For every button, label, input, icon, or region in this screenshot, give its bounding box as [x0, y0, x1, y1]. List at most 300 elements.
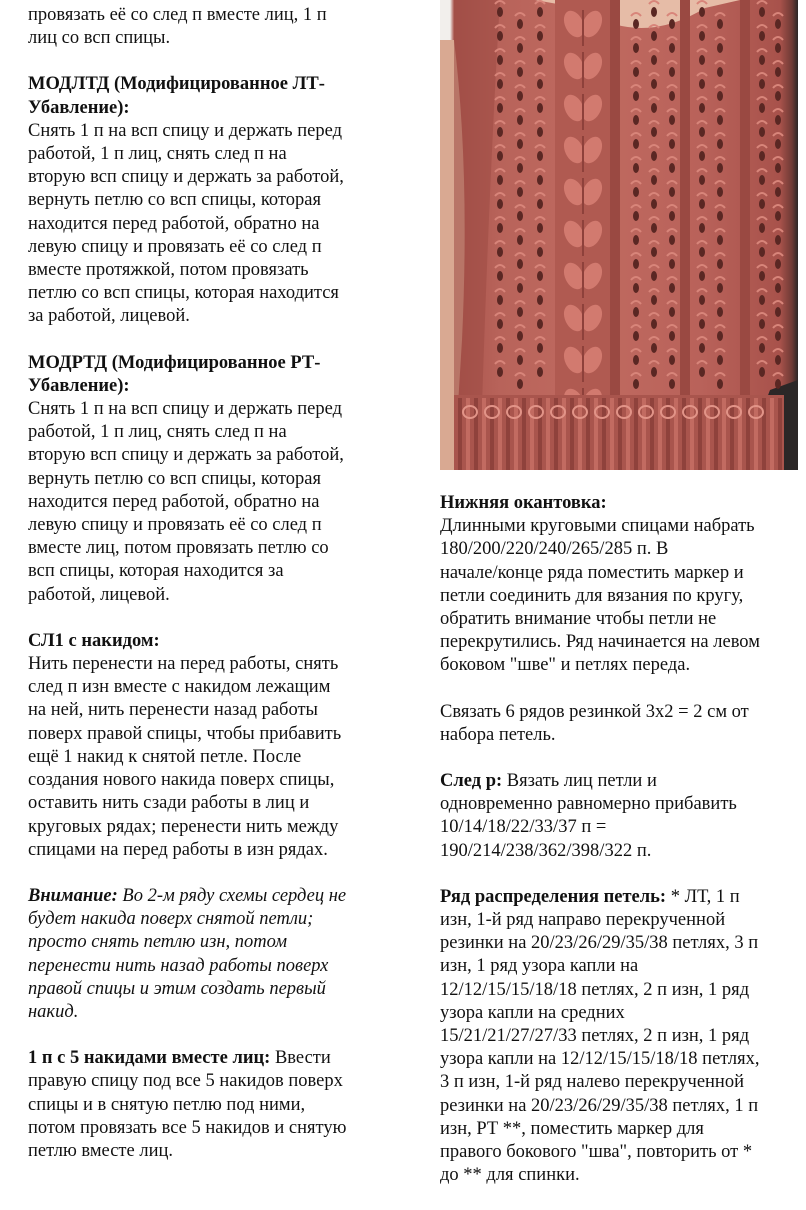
eyelet-arc: [697, 337, 707, 340]
eyelet: [775, 211, 781, 221]
eyelet: [497, 343, 503, 353]
rib-stitch: [690, 398, 694, 470]
eyelet: [775, 331, 781, 341]
eyelet-arc: [515, 157, 525, 160]
eyelet: [651, 103, 657, 113]
text-line: изн, 1 ряд узора капли на: [440, 956, 639, 977]
eyelet-arc: [649, 289, 659, 292]
eyelet: [651, 175, 657, 185]
text-line: узора капли на средних: [440, 1002, 625, 1023]
eyelet-arc: [773, 61, 783, 64]
text-line: [28, 885, 408, 908]
rib-stitch: [634, 398, 638, 470]
text-line: вернуть петлю со всп спицы, которая: [28, 190, 321, 211]
eyelet-arc: [515, 205, 525, 208]
eyelet-arc: [515, 181, 525, 184]
eyelet: [517, 19, 523, 29]
eyelet: [517, 259, 523, 269]
knit-pattern-illustration: [440, 0, 798, 470]
eyelet-arc: [757, 361, 767, 364]
eyelet: [537, 319, 543, 329]
eyelet: [775, 307, 781, 317]
eyelet: [717, 19, 723, 29]
eyelet: [775, 283, 781, 293]
eyelet-arc: [773, 13, 783, 16]
eyelet-arc: [535, 73, 545, 76]
text-line: лиц со всп спицы.: [28, 28, 171, 49]
eyelet-arc: [535, 169, 545, 172]
eyelet-arc: [649, 121, 659, 124]
eyelet: [699, 247, 705, 257]
rib-section: [440, 701, 790, 747]
eyelet: [651, 151, 657, 161]
text-line: резинки на 20/23/26/29/35/38 петлях, 1 п: [440, 1095, 759, 1116]
eyelet: [775, 43, 781, 53]
eyelet-arc: [715, 205, 725, 208]
eyelet-arc: [535, 97, 545, 100]
text-line: Снять 1 п на всп спицу и держать перед: [28, 399, 342, 420]
eyelet-arc: [697, 289, 707, 292]
eyelet-arc: [773, 229, 783, 232]
section-title: МОДЛТД (Модифицированное ЛТ-: [28, 74, 325, 95]
eyelet-arc: [495, 1, 505, 4]
eyelet-arc: [697, 145, 707, 148]
rib-stitch: [490, 398, 494, 470]
eyelet-arc: [631, 349, 641, 352]
eyelet-arc: [631, 61, 641, 64]
eyelet-arc: [495, 289, 505, 292]
eyelet-arc: [495, 241, 505, 244]
rib-stitch: [466, 398, 470, 470]
eyelet: [669, 91, 675, 101]
eyelet-arc: [495, 97, 505, 100]
rib-stitch: [754, 398, 758, 470]
text-line: набора петель.: [440, 724, 556, 745]
eyelet-arc: [515, 277, 525, 280]
text-line: 190/214/238/362/398/322 п.: [440, 840, 652, 861]
text-line: 12/12/15/15/18/18 петлях, 2 п изн, 1 ряд: [440, 979, 750, 1000]
eyelet: [717, 43, 723, 53]
eyelet: [717, 211, 723, 221]
sl1-section: [28, 630, 408, 862]
text-line: до ** для спинки.: [440, 1165, 580, 1186]
section-title: 1 п с 5 накидами вместе лиц:: [28, 1048, 271, 1069]
eyelet-arc: [757, 49, 767, 52]
eyelet: [651, 55, 657, 65]
text-line: след п изн вместе с накидом лежащим: [28, 677, 331, 698]
eyelet: [775, 163, 781, 173]
eyelet: [717, 235, 723, 245]
eyelet: [651, 79, 657, 89]
eyelet: [537, 271, 543, 281]
eyelet: [651, 367, 657, 377]
text-line: провязать её со след п вместе лиц, 1 п: [28, 5, 327, 25]
eyelet-arc: [631, 253, 641, 256]
rib-stitch: [722, 398, 726, 470]
eyelet-arc: [757, 337, 767, 340]
eyelet: [669, 187, 675, 197]
text-line: спицами на перед работы в изн рядах.: [28, 839, 328, 860]
eyelet-arc: [667, 37, 677, 40]
rib-stitch: [610, 398, 614, 470]
eyelet-arc: [757, 217, 767, 220]
eyelet-arc: [667, 181, 677, 184]
eyelet-arc: [773, 253, 783, 256]
eyelet: [497, 367, 503, 377]
eyelet-arc: [495, 217, 505, 220]
eyelet-arc: [757, 265, 767, 268]
eyelet: [497, 55, 503, 65]
eyelet: [497, 223, 503, 233]
eyelet: [717, 91, 723, 101]
eyelet: [759, 271, 765, 281]
text-line: вторую всп спицу и держать за работой,: [28, 445, 344, 466]
eyelet: [517, 235, 523, 245]
text-line: находится перед работой, обратно на: [28, 491, 320, 512]
eyelet: [699, 295, 705, 305]
eyelet: [699, 7, 705, 17]
next-row-section: [440, 770, 790, 863]
eyelet: [669, 235, 675, 245]
eyelet-arc: [773, 349, 783, 352]
text-line: за работой, лицевой.: [28, 306, 190, 327]
eyelet: [759, 79, 765, 89]
intro-text: [28, 4, 408, 50]
eyelet: [537, 127, 543, 137]
text-line: петли соединить для вязания по кругу,: [440, 585, 744, 606]
eyelet: [537, 7, 543, 17]
eyelet-arc: [649, 217, 659, 220]
eyelet: [759, 199, 765, 209]
eyelet: [537, 223, 543, 233]
eyelet-arc: [715, 85, 725, 88]
section-title: Убавление):: [28, 375, 130, 396]
text-line: узора капли на 12/12/15/15/18/18 петлях,: [440, 1049, 760, 1070]
eyelet-arc: [697, 193, 707, 196]
eyelet: [775, 139, 781, 149]
eyelet: [497, 151, 503, 161]
eyelet-arc: [649, 361, 659, 364]
eyelet: [517, 139, 523, 149]
right-column: [440, 492, 790, 1210]
eyelet-arc: [535, 49, 545, 52]
text-line: ещё 1 накид к снятой петле. После: [28, 746, 302, 767]
eyelet-arc: [715, 13, 725, 16]
eyelet: [633, 331, 639, 341]
eyelet: [497, 79, 503, 89]
eyelet-arc: [631, 205, 641, 208]
text-line: потом провязать все 5 накидов и снятую: [28, 1117, 347, 1138]
eyelet: [699, 55, 705, 65]
eyelet-arc: [757, 73, 767, 76]
eyelet: [651, 127, 657, 137]
eyelet: [775, 91, 781, 101]
eyelet-arc: [649, 145, 659, 148]
eyelet-arc: [715, 253, 725, 256]
rib-stitch: [770, 398, 774, 470]
eyelet-arc: [667, 205, 677, 208]
eyelet-arc: [757, 97, 767, 100]
text-line: изн, РТ **, поместить маркер для: [440, 1118, 704, 1139]
eyelet-arc: [495, 121, 505, 124]
text-line: находится перед работой, обратно на: [28, 213, 320, 234]
eyelet-arc: [773, 37, 783, 40]
eyelet-arc: [631, 109, 641, 112]
eyelet: [759, 55, 765, 65]
eyelet: [699, 199, 705, 209]
eyelet-arc: [715, 373, 725, 376]
eyelet: [651, 319, 657, 329]
text-line: боковом "шве" и петлях переда.: [440, 655, 691, 676]
eyelet-arc: [697, 25, 707, 28]
rib-divider: [740, 0, 750, 400]
eyelet: [497, 247, 503, 257]
eyelet: [633, 139, 639, 149]
eyelet: [759, 319, 765, 329]
eyelet-arc: [715, 181, 725, 184]
eyelet: [717, 163, 723, 173]
eyelet: [633, 235, 639, 245]
attention-text: Во 2-м ряду схемы сердец не: [117, 885, 347, 906]
eyelet: [517, 379, 523, 389]
rib-stitch: [698, 398, 702, 470]
modltd-section: [28, 73, 408, 328]
eyelet: [517, 187, 523, 197]
eyelet: [669, 331, 675, 341]
eyelet-arc: [715, 277, 725, 280]
eyelet-arc: [495, 361, 505, 364]
eyelet: [775, 19, 781, 29]
text-line: одновременно равномерно прибавить: [440, 794, 737, 815]
eyelet-arc: [649, 313, 659, 316]
eyelet: [699, 103, 705, 113]
eyelet-arc: [773, 109, 783, 112]
text-line: начале/конце ряда поместить маркер и: [440, 562, 744, 583]
eyelet-arc: [631, 229, 641, 232]
text-line: [440, 886, 790, 909]
eyelet-arc: [667, 373, 677, 376]
eyelet-arc: [697, 49, 707, 52]
text-line: перенести нить назад работы поверх: [28, 955, 329, 976]
text-line: вторую всп спицу и держать за работой,: [28, 167, 344, 188]
eyelet: [759, 7, 765, 17]
eyelet-arc: [697, 361, 707, 364]
eyelet: [517, 67, 523, 77]
section-text: * ЛТ, 1 п: [666, 886, 740, 907]
eyelet: [651, 343, 657, 353]
eyelet-arc: [667, 157, 677, 160]
text-line: на ней, нить перенести назад работы: [28, 700, 318, 721]
eyelet-arc: [773, 157, 783, 160]
eyelet-arc: [535, 193, 545, 196]
eyelet: [699, 271, 705, 281]
eyelet: [497, 127, 503, 137]
eyelet: [537, 103, 543, 113]
distribution-section: [440, 886, 790, 1188]
text-line: всп спицы, которая находится за: [28, 561, 284, 582]
eyelet-arc: [631, 85, 641, 88]
eyelet-arc: [515, 109, 525, 112]
rib-stitch: [778, 398, 782, 470]
text-line: петлю вместе лиц.: [28, 1140, 174, 1161]
rib-stitch: [514, 398, 518, 470]
eyelet: [537, 79, 543, 89]
eyelet: [717, 331, 723, 341]
eyelet: [497, 31, 503, 41]
text-line: будет накида поверх снятой петли;: [28, 909, 314, 930]
rib-divider: [610, 0, 620, 400]
text-line: [28, 1047, 408, 1070]
eyelet: [633, 115, 639, 125]
eyelet-arc: [667, 277, 677, 280]
text-line: оставить нить сзади работы в лиц и: [28, 793, 310, 814]
eyelet: [775, 235, 781, 245]
eyelet: [759, 295, 765, 305]
eyelet: [699, 151, 705, 161]
eyelet: [497, 319, 503, 329]
eyelet: [759, 127, 765, 137]
eyelet-arc: [773, 373, 783, 376]
eyelet-arc: [649, 337, 659, 340]
eyelet-arc: [697, 313, 707, 316]
section-title: СЛ1 с накидом:: [28, 630, 160, 651]
section-title: МОДРТД (Модифицированное РТ-: [28, 352, 321, 373]
modrtd-section: [28, 352, 408, 607]
text-line: 180/200/220/240/265/285 п. В: [440, 539, 669, 560]
text-line: работой, 1 п лиц, снять след п на: [28, 144, 287, 165]
eyelet: [633, 379, 639, 389]
eyelet-arc: [715, 133, 725, 136]
rib-stitch: [554, 398, 558, 470]
eyelet-arc: [715, 325, 725, 328]
rib-stitch: [522, 398, 526, 470]
eyelet: [717, 139, 723, 149]
eyelet-arc: [515, 85, 525, 88]
eyelet-arc: [535, 217, 545, 220]
eyelet-arc: [773, 205, 783, 208]
eyelet-arc: [631, 325, 641, 328]
eyelet-arc: [631, 157, 641, 160]
eyelet: [699, 175, 705, 185]
eyelet-pattern: [495, 1, 783, 389]
section-title: Ряд распределения петель:: [440, 886, 667, 907]
eyelet-arc: [757, 169, 767, 172]
eyelet-arc: [697, 265, 707, 268]
text-line: просто снять петлю изн, потом: [28, 932, 288, 953]
text-line: вместе лиц, потом провязать петлю со: [28, 538, 329, 559]
eyelet-arc: [667, 109, 677, 112]
eyelet: [699, 79, 705, 89]
eyelet-arc: [515, 37, 525, 40]
eyelet: [537, 31, 543, 41]
eyelet: [669, 19, 675, 29]
eyelet: [651, 271, 657, 281]
text-line: левую спицу и провязать её со след п: [28, 236, 322, 257]
eyelet-arc: [667, 229, 677, 232]
eyelet: [669, 163, 675, 173]
eyelet: [497, 7, 503, 17]
eyelet: [497, 199, 503, 209]
eyelet: [759, 343, 765, 353]
eyelet-arc: [757, 289, 767, 292]
eyelet-arc: [495, 337, 505, 340]
eyelet-arc: [535, 25, 545, 28]
text-line: создания нового накида поверх спицы,: [28, 770, 335, 791]
eyelet-arc: [495, 265, 505, 268]
eyelet: [633, 283, 639, 293]
eyelet-arc: [667, 61, 677, 64]
eyelet: [699, 319, 705, 329]
text-line: спицы и в снятую петлю под ними,: [28, 1094, 306, 1115]
section-title: Убавление):: [28, 97, 130, 118]
text-line: вернуть петлю со всп спицы, которая: [28, 468, 321, 489]
eyelet-arc: [697, 217, 707, 220]
eyelet: [633, 43, 639, 53]
eyelet-arc: [773, 133, 783, 136]
eyelet-arc: [697, 169, 707, 172]
eyelet-arc: [535, 1, 545, 4]
section-title: След р:: [440, 771, 503, 792]
eyelet: [517, 211, 523, 221]
text-line: правой спицы и этим создать первый: [28, 978, 326, 999]
eyelet: [775, 355, 781, 365]
eyelet-arc: [715, 349, 725, 352]
eyelet: [669, 67, 675, 77]
eyelet: [669, 43, 675, 53]
eyelet: [717, 187, 723, 197]
eyelet: [651, 295, 657, 305]
eyelet: [497, 175, 503, 185]
eyelet: [537, 175, 543, 185]
eyelet: [669, 139, 675, 149]
eyelet: [633, 187, 639, 197]
eyelet-arc: [757, 241, 767, 244]
eyelet: [633, 91, 639, 101]
text-line: Снять 1 п на всп спицу и держать перед: [28, 120, 342, 141]
eyelet-arc: [757, 145, 767, 148]
eyelet-arc: [515, 229, 525, 232]
eyelet-arc: [649, 73, 659, 76]
rib-stitch: [546, 398, 550, 470]
eyelet-arc: [535, 313, 545, 316]
eyelet-arc: [495, 193, 505, 196]
text-line: правую спицу под все 5 накидов поверх: [28, 1071, 343, 1092]
eyelet: [717, 307, 723, 317]
eyelet: [759, 31, 765, 41]
eyelet-arc: [715, 301, 725, 304]
eyelet-arc: [773, 181, 783, 184]
text-line: поверх правой спицы, чтобы прибавить: [28, 723, 342, 744]
eyelet-arc: [715, 37, 725, 40]
eyelet: [717, 259, 723, 269]
eyelet: [537, 199, 543, 209]
text-line: изн, 1-й ряд направо перекрученной: [440, 910, 726, 931]
eyelet: [651, 7, 657, 17]
eyelet: [669, 115, 675, 125]
eyelet: [669, 211, 675, 221]
eyelet-arc: [715, 109, 725, 112]
eyelet: [651, 199, 657, 209]
text-line: работой, 1 п лиц, снять след п на: [28, 422, 287, 443]
text-line: Связать 6 рядов резинкой 3х2 = 2 см от: [440, 701, 749, 722]
text-line: Нить перенести на перед работы, снять: [28, 654, 339, 675]
eyelet: [669, 379, 675, 389]
rib-stitches: [458, 398, 782, 470]
text-line: резинки на 20/23/26/29/35/38 петлях, 3 п: [440, 933, 759, 954]
eyelet-arc: [515, 253, 525, 256]
eyelet: [537, 55, 543, 65]
text-line: круговых рядах; перенести нить между: [28, 816, 339, 837]
